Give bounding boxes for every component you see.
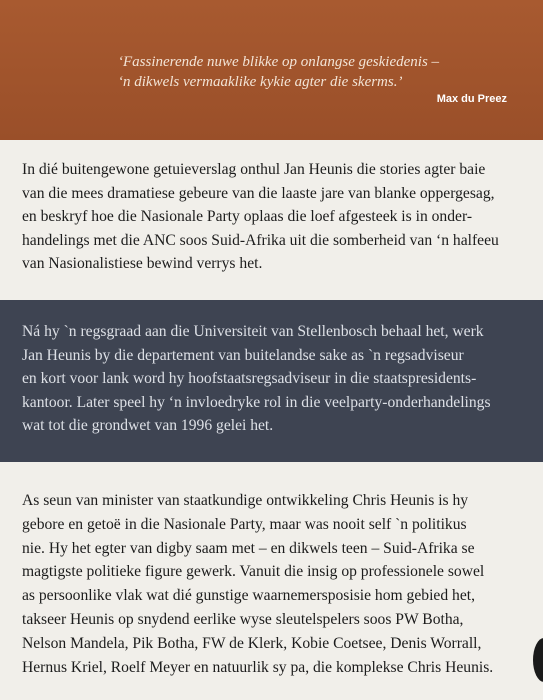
context-line: as persoonlike vlak wat dié gunstige waarnemersposisie hom gebied het, [22, 587, 475, 605]
quote-author: Max du Preez [436, 93, 507, 105]
bio-line: Jan Heunis by die departement van buitelandse sake as `n regsadviseur [22, 346, 464, 364]
context-line: gebore en getoë in die Nasionale Party, maar was nooit self `n politikus [22, 515, 467, 533]
context-line: As seun van minister van staatkundige ontwikkeling Chris Heunis is hy [22, 492, 469, 509]
context-line: takseer Heunis op snydend eerlike wyse sleutelspelers soos PW Botha, [22, 610, 464, 628]
intro-line: van Nasionalistiese bewind verrys het. [22, 255, 263, 272]
bio-band [0, 300, 543, 462]
context-line: Nelson Mandela, Pik Botha, FW de Klerk, Kobie Coetsee, Denis Worrall, [22, 634, 482, 652]
bio-line: kantoor. Later speel hy ‘n invloedryke rol in die veelparty-onderhandelings [22, 393, 491, 411]
bio-line: wat tot die grondwet van 1996 gelei het. [22, 417, 274, 434]
quote-band [0, 0, 543, 140]
bio-line: Ná hy `n regsgraad aan die Universiteit van Stellenbosch behaal het, werk [22, 323, 484, 340]
intro-band [0, 140, 543, 300]
bio-line: en kort voor lank word hy hoofstaatsregsadviseur in die staatspresidents- [22, 370, 477, 387]
intro-line: en beskryf hoe die Nasionale Party oplaas die loef afgesteek is in onder- [22, 208, 473, 225]
intro-line: In dié buitengewone getuieverslag onthul Jan Heunis die stories agter baie [22, 161, 486, 178]
quote-line: ‘n dikwels vermaaklike kykie agter die skerms.’ [118, 74, 403, 90]
context-line: nie. Hy het egter van digby saam met – en dikwels teen – Suid-Afrika se [22, 539, 475, 557]
context-line: Hernus Kriel, Roelf Meyer en natuurlik sy pa, die komplekse Chris Heunis. [22, 658, 494, 676]
quote-line: ‘Fassinerende nuwe blikke op onlangse geskiedenis – [118, 54, 440, 70]
context-line: magtigste politieke figure gewerk. Vanuit die insig op professionele sowel [22, 563, 485, 581]
context-band [0, 462, 543, 700]
intro-line: handelings met die ANC soos Suid-Afrika uit die somberheid van ‘n halfeeu [22, 231, 499, 249]
intro-line: van die mees dramatiese gebeure van die laaste jare van blanke oppergesag, [22, 184, 495, 202]
